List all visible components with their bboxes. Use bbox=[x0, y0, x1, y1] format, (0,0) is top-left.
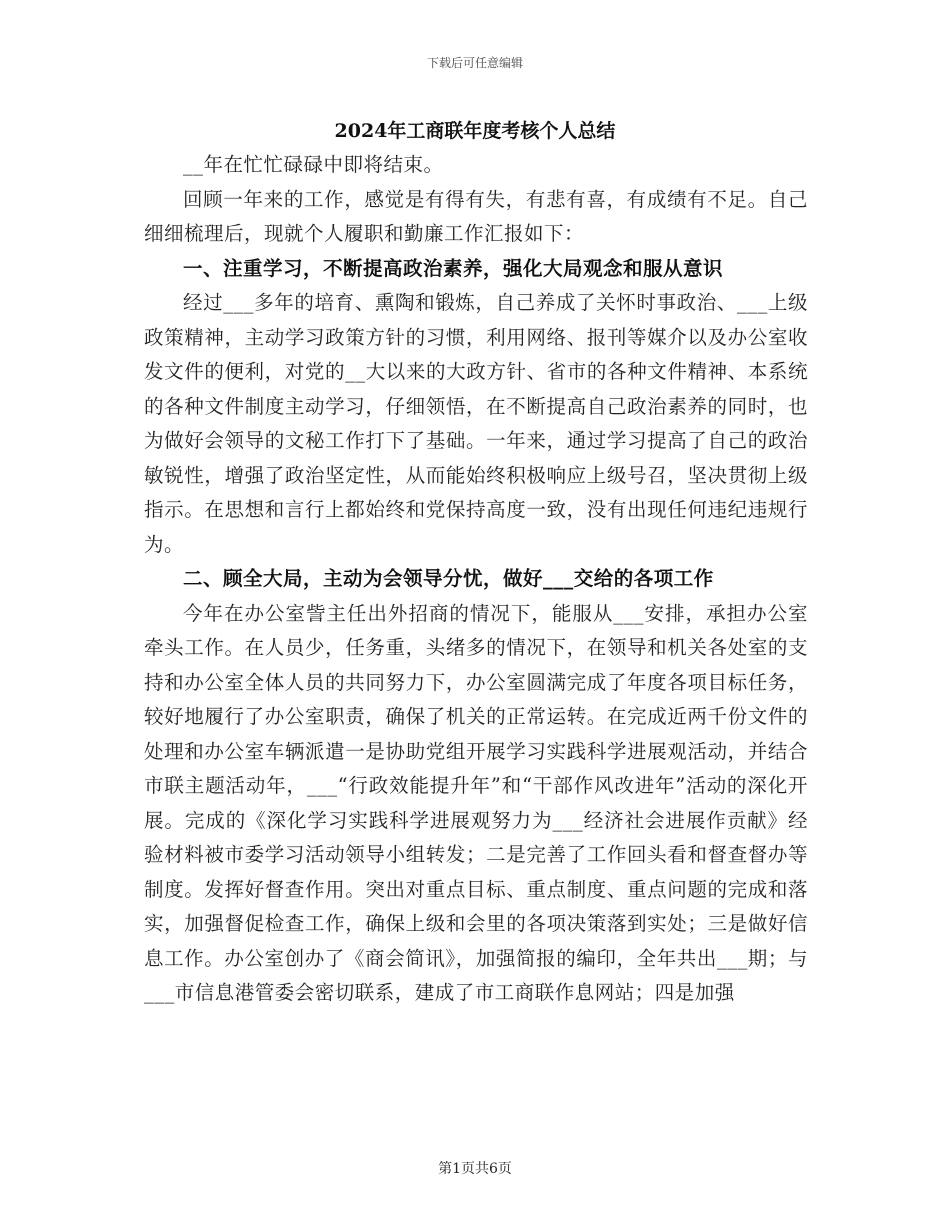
document-title: 2024年工商联年度考核个人总结 bbox=[334, 120, 616, 142]
header-note: 下载后可任意编辑 bbox=[426, 56, 523, 70]
paragraph: __年在忙忙碌碌中即将结束。 bbox=[183, 153, 444, 176]
paragraph: 回顾一年来的工作，感觉是有得有失，有悲有喜，有成绩有不足。自己细细梳理后，现就个人履职和勤廉工作汇报如下： bbox=[144, 187, 808, 245]
section-heading: 一、注重学习，不断提高政治素养，强化大局观念和服从意识 bbox=[183, 256, 724, 280]
paragraph: 今年在办公室訾主任出外招商的情况下，能服从___安排，承担办公室牵头工作。在人员少，任务重，头绪多的情况下，在领导和机关各处室的支持和办公室全体人员的共同努力下，办公室圆满完成了年度各项目标任务，较好地履行了办公室职责，确保了机关的正常运转。在完成近两千份文件的处理和办公室车辆派遣一是协助党组开展学习实践科学进展观活动，并结合市联主题活动年，___“行政效能提升年”和“干部作风改进年”活动的深化开展。完成的《深化学习实践科学进展观努力为___经济社会进展作贡献》经验材料被市委学习活动领导小组转发；二是完善了工作回头看和督查督办等制度。发挥好督查作用。突出对重点目标、重点制度、重点问题的完成和落实，加强督促检查工作，确保上级和会里的各项决策落到实处；三是做好信息工作。办公室创办了《商会简讯》，加强简报的编印，全年共出___期；与___市信息港管委会密切联系，建成了市工商联作息网站；四是加强 bbox=[144, 601, 808, 1004]
paragraph: 经过___多年的培育、熏陶和锻炼，自己养成了关怀时事政治、___上级政策精神，主动学习政策方针的习惯，利用网络、报刊等媒介以及办公室收发文件的便利，对党的__大以来的大政方针、省市的各种文件精神、本系统的各种文件制度主动学习，仔细领悟，在不断提高自己政治素养的同时，也为做好会领导的文秘工作打下了基础。一年来，通过学习提高了自己的政治敏锐性，增强了政治坚定性，从而能始终积极响应上级号召，坚决贯彻上级指示。在思想和言行上都始终和党保持高度一致，没有出现任何违纪违规行为。 bbox=[144, 291, 808, 556]
section-heading: 二、顾全大局，主动为会领导分忧，做好___交给的各项工作 bbox=[183, 567, 714, 590]
page-indicator: 第1页共6页 bbox=[438, 1161, 512, 1177]
document-body bbox=[144, 148, 808, 1011]
